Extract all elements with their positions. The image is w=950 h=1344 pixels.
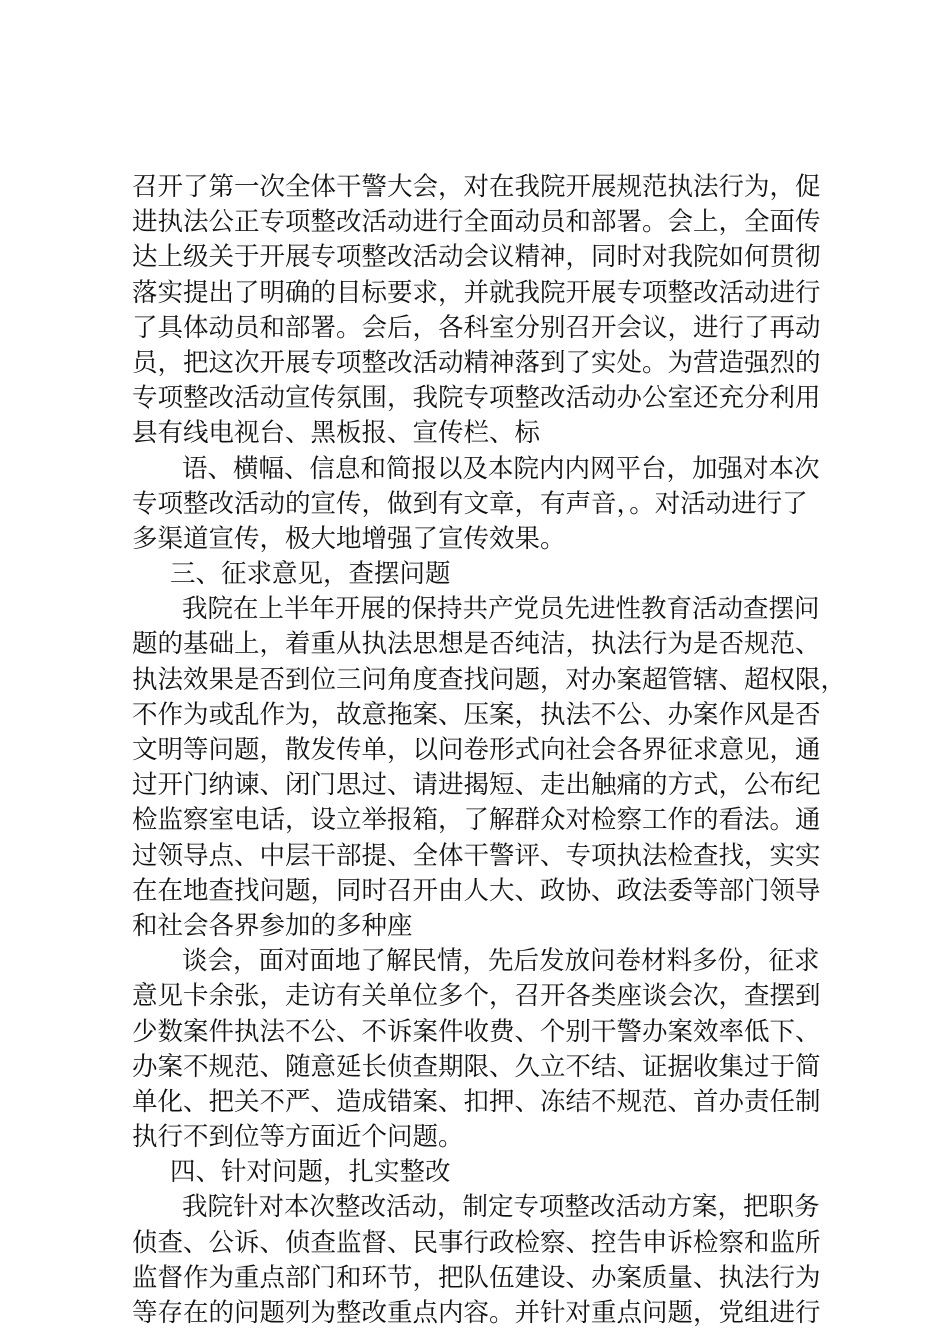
text-line: 在在地查找问题，同时召开由人大、政协、政法委等部门领导 — [132, 875, 821, 906]
text-line: 达上级关于开展专项整改活动会议精神，同时对我院如何贯彻 — [132, 242, 821, 273]
text-line: 语、横幅、信息和简报以及本院内内网平台，加强对本次 — [182, 453, 820, 484]
text-line: 意见卡余张，走访有关单位多个，召开各类座谈会次，查摆到 — [132, 981, 821, 1012]
text-line: 执法效果是否到位三问角度查找问题，对办案超管辖、超权限， — [132, 664, 847, 695]
text-line: 单化、把关不严、造成错案、扣押、冻结不规范、首办责任制 — [132, 1086, 821, 1117]
text-line: 县有线电视台、黑板报、宣传栏、标 — [132, 418, 541, 449]
text-line: 检监察室电话，设立举报箱，了解群众对检察工作的看法。通 — [132, 805, 821, 836]
text-line: 专项整改活动的宣传，做到有文章，有声音，。对活动进行了 — [132, 488, 808, 519]
text-line: 我院在上半年开展的保持共产党员先进性教育活动查摆问 — [182, 594, 820, 625]
text-line: 专项整改活动宣传氛围，我院专项整改活动办公室还充分利用 — [132, 383, 821, 414]
text-line: 落实提出了明确的目标要求，并就我院开展专项整改活动进行 — [132, 277, 821, 308]
text-line: 过领导点、中层干部提、全体干警评、专项执法检查找，实实 — [132, 840, 821, 871]
text-line: 题的基础上，着重从执法思想是否纯洁，执法行为是否规范、 — [132, 629, 821, 660]
text-line: 监督作为重点部门和环节，把队伍建设、办案质量、执法行为 — [132, 1262, 821, 1293]
text-line: 文明等问题，散发传单，以问卷形式向社会各界征求意见，通 — [132, 735, 821, 765]
text-line: 不作为或乱作为，故意拖案、压案，执法不公、办案作风是否 — [132, 699, 821, 730]
text-line: 员，把这次开展专项整改活动精神落到了实处。为营造强烈的 — [132, 347, 821, 378]
text-line: 执行不到位等方面近个问题。 — [132, 1122, 464, 1153]
text-line: 侦查、公诉、侦查监督、民事行政检察、控告申诉检察和监所 — [132, 1227, 821, 1258]
text-line: 进执法公正专项整改活动进行全面动员和部署。会上，全面传 — [132, 207, 821, 238]
text-line: 过开门纳谏、闭门思过、请进揭短、走出触痛的方式，公布纪 — [132, 770, 821, 801]
text-line: 多渠道宣传，极大地增强了宣传效果。 — [132, 523, 566, 554]
section-heading: 三、征求意见，查摆问题 — [170, 559, 451, 590]
text-line: 谈会，面对面地了解民情，先后发放问卷材料多份，征求 — [182, 946, 820, 977]
text-line: 召开了第一次全体干警大会，对在我院开展规范执法行为，促 — [132, 172, 821, 202]
body-text — [132, 170, 847, 1331]
text-line: 和社会各界参加的多种座 — [132, 910, 413, 941]
text-line: 了具体动员和部署。会后，各科室分别召开会议，进行了再动 — [132, 312, 821, 343]
section-heading: 四、针对问题，扎实整改 — [170, 1157, 451, 1188]
text-line: 我院针对本次整改活动，制定专项整改活动方案，把职务 — [182, 1192, 820, 1223]
text-line: 等存在的问题列为整改重点内容。并针对重点问题，党组进行 — [132, 1298, 821, 1328]
text-line: 少数案件执法不公、不诉案件收费、个别干警办案效率低下、 — [132, 1016, 821, 1047]
text-line: 办案不规范、随意延长侦查期限、久立不结、证据收集过于简 — [132, 1051, 821, 1082]
